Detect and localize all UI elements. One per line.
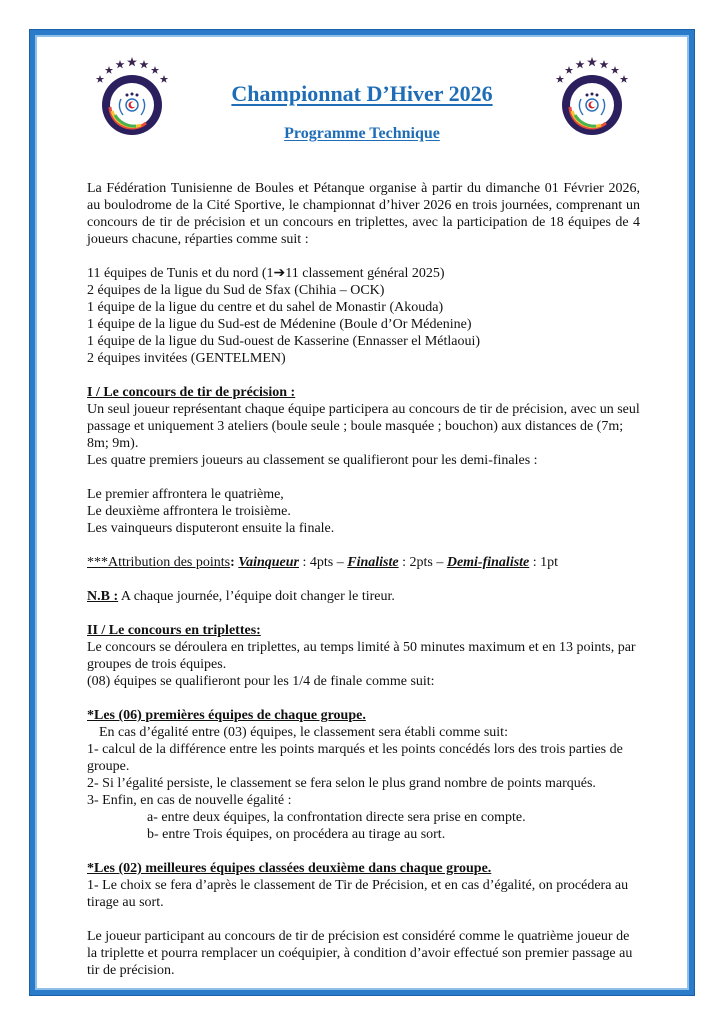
matchup-line: Les vainqueurs disputeront ensuite la finale. xyxy=(87,521,335,536)
group2-rule: 1- Le choix se fera d’après le classement de Tir de Précision, et en cas d’égalité, on procédera au tirage au sort. xyxy=(87,878,629,910)
points-label: ***Attribution des points xyxy=(87,555,231,570)
section1-heading: I / Le concours de tir de précision : xyxy=(87,385,296,400)
tie-subrule: a- entre deux équipes, la confrontation directe sera prise en compte. xyxy=(147,810,526,825)
tie-rule: 3- Enfin, en cas de nouvelle égalité : xyxy=(87,793,292,808)
team-list-item: 1 équipe de la ligue du centre et du sahel de Monastir (Akouda) xyxy=(87,300,444,315)
section2-paragraph: Le concours se déroulera en triplettes, au temps limité à 50 minutes maximum et en 13 points, par groupes de trois équipes. xyxy=(87,640,636,672)
section1-qualify: Les quatre premiers joueurs au classement se qualifieront pour les demi-finales : xyxy=(87,453,538,468)
document-body xyxy=(87,180,640,979)
tie-intro: En cas d’égalité entre (03) équipes, le classement sera établi comme suit: xyxy=(99,725,508,740)
finalist-points: : 2pts – xyxy=(398,555,447,570)
tie-rule: 1- calcul de la différence entre les points marqués et les points concédés lors des trois parties de groupe. xyxy=(87,742,623,774)
matchup-line: Le premier affrontera le quatrième, xyxy=(87,487,284,502)
tie-rule: 2- Si l’égalité persiste, le classement se fera selon le plus grand nombre de points marqués. xyxy=(87,776,596,791)
nb-text: A chaque journée, l’équipe doit changer le tireur. xyxy=(118,589,395,604)
tie-subrule: b- entre Trois équipes, on procédera au tirage au sort. xyxy=(147,827,446,842)
team-list-item: 1 équipe de la ligue du Sud-est de Médenine (Boule d’Or Médenine) xyxy=(87,317,472,332)
page-area xyxy=(35,35,689,990)
intro-paragraph: La Fédération Tunisienne de Boules et Pétanque organise à partir du dimanche 01 Février 2026, au boulodrome de la Cité Sportive, le championnat d’hiver 2026 en trois journées, comprenant un concours de tir de précision et un concours en triplettes, avec la participation de 18 équipes de 4 joueurs chacune, réparties comme suit : xyxy=(87,181,640,247)
team-list-item: 2 équipes invitées (GENTELMEN) xyxy=(87,351,286,366)
team-list-item: 11 équipes de Tunis et du nord (1➔11 classement général 2025) xyxy=(87,266,445,281)
document-title: Championnat D’Hiver 2026 xyxy=(231,81,493,106)
section2-qualify: (08) équipes se qualifieront pour les 1/4 de finale comme suit: xyxy=(87,674,435,689)
group2-heading: *Les (02) meilleures équipes classées deuxième dans chaque groupe. xyxy=(87,861,492,876)
page-border xyxy=(29,29,695,996)
points-colon: : xyxy=(230,555,235,570)
group1-heading: *Les (06) premières équipes de chaque groupe. xyxy=(87,708,366,723)
section2-heading: II / Le concours en triplettes: xyxy=(87,623,261,638)
semifinalist-label: Demi-finaliste xyxy=(446,555,530,570)
closing-paragraph: Le joueur participant au concours de tir de précision est considéré comme le quatrième joueur de la triplette et pourra remplacer un coéquipier, à condition d’avoir effectué son premier passage au tir de précision. xyxy=(87,929,633,978)
document-subtitle: Programme Technique xyxy=(284,125,440,142)
semifinalist-points: : 1pt xyxy=(529,555,559,570)
nb-note xyxy=(87,588,640,605)
finalist-label: Finaliste xyxy=(347,555,399,570)
team-list-item: 1 équipe de la ligue du Sud-ouest de Kasserine (Ennasser el Métlaoui) xyxy=(87,334,481,349)
matchup-line: Le deuxième affrontera le troisième. xyxy=(87,504,291,519)
nb-label: N.B : xyxy=(87,589,119,604)
winner-label: Vainqueur xyxy=(238,555,299,570)
points-attribution xyxy=(87,554,640,571)
team-list-item: 2 équipes de la ligue du Sud de Sfax (Chihia – OCK) xyxy=(87,283,385,298)
section1-paragraph: Un seul joueur représentant chaque équipe participera au concours de tir de précision, avec un seul passage et uniquement 3 ateliers (boule seule ; boule masquée ; bouchon) aux distances de (7m; 8m; 9m). xyxy=(87,402,640,451)
winner-points: : 4pts – xyxy=(299,555,348,570)
